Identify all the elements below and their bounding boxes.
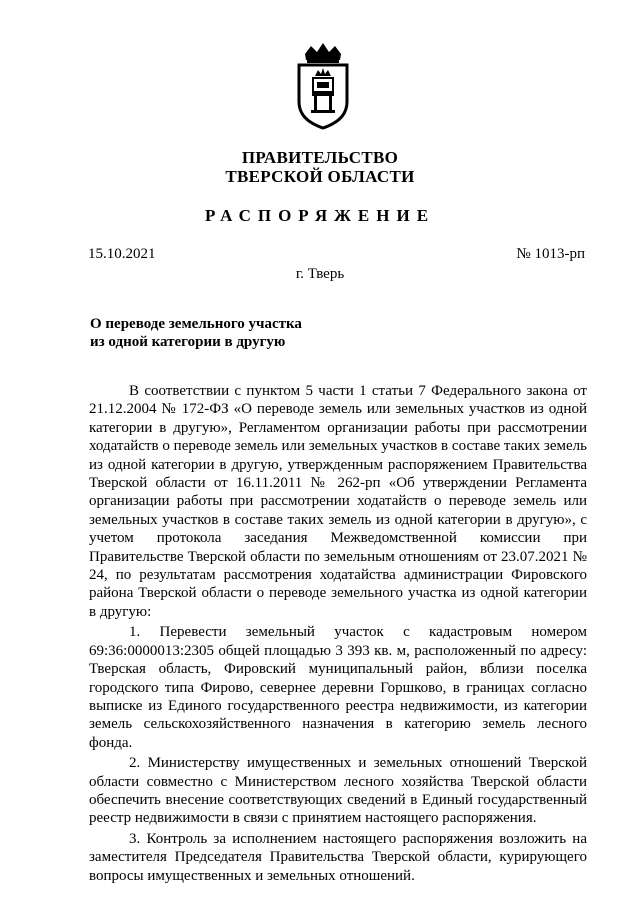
org-name-line2: ТВЕРСКОЙ ОБЛАСТИ [225,167,415,186]
document-subject [90,315,302,351]
document-date: 15.10.2021 [88,246,156,262]
body-item-1: 1. Перевести земельный участок с кадастровым номером 69:36:0000013:2305 общей площадью 3 393 кв. м, расположенный по адресу: Тверская область, Фировский муниципальный район, вблизи поселка городского типа Фирово, севернее деревни Горшково, в границах согласно выписке из Единого государственного реестра недвижимости, из категории земель сельскохозяйственного назначения в категорию земель лесного фонда. [89,624,587,751]
body-intro-paragraph: В соответствии с пунктом 5 части 1 статьи 7 Федерального закона от 21.12.2004 № 172-ФЗ «О переводе земель или земельных участков из одной категории в другую», Регламентом организации работы при рассмотрении ходатайств о переводе земель или земельных участков в составе таких земель из одной категории в другую, утвержденным распоряжением Правительства Тверской области от 16.11.2011 № 262-рп «Об утверждении Регламента организации работы при рассмотрении ходатайств о переводе земель или земельных участков в составе таких земель из одной категории в другую», с учетом протокола заседания Межведомственной комиссии при Правительстве Тверской области по земельным отношениям от 23.07.2021 № 24, по результатам рассмотрения ходатайства администрации Фировского района Тверской области о переводе земельного участка из одной категории в другую: [89,383,587,620]
body-item-3: 3. Контроль за исполнением настоящего распоряжения возложить на заместителя Председателя Правительства Тверской области, курирующего вопросы имущественных и земельных отношений. [89,830,587,884]
tver-coat-of-arms-icon [293,40,353,130]
document-city: г. Тверь [295,266,345,282]
document-number: № 1013-рп [516,246,585,262]
body-item-2: 2. Министерству имущественных и земельных отношений Тверской области совместно с Министерством лесного хозяйства Тверской области обеспечить внесение соответствующих сведений в Единый государственный реестр недвижимости в связи с принятием настоящего распоряжения. [89,755,587,827]
subject-line-2: из одной категории в другую [90,334,286,350]
org-name-line1: ПРАВИТЕЛЬСТВО [241,148,399,167]
document-type-heading: РАСПОРЯЖЕНИЕ [204,206,436,225]
document-body [89,382,587,887]
subject-line-1: О переводе земельного участка [90,316,302,332]
